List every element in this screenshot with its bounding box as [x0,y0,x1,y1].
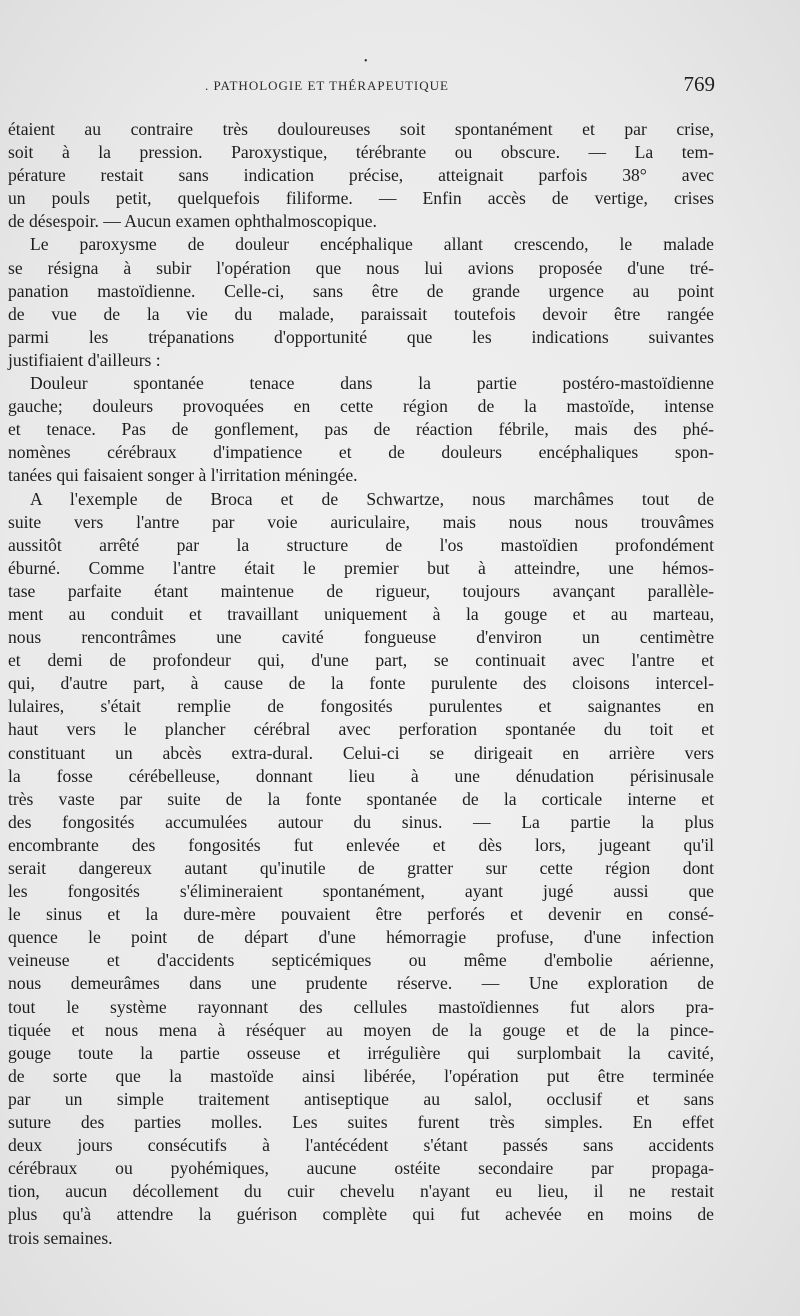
text-line: parmi les trépanations d'opportunité que les indications suivantes [8,326,714,347]
text-line: se résigna à subir l'opération que nous lui avions proposée d'une tré- [8,257,714,278]
text-line: gauche; douleurs provoquées en cette région de la mastoïde, intense [8,396,714,417]
text-line: justifiaient d'ailleurs : [8,349,161,370]
text-line: tout le système rayonnant des cellules mastoïdiennes fut alors pra- [8,996,714,1017]
text-line: qui, d'autre part, à cause de la fonte purulente des cloisons intercel- [8,673,714,694]
text-line: ment au conduit et travaillant uniquement à la gouge et au marteau, [8,603,714,624]
text-line: et demi de profondeur qui, d'une part, se continuait avec l'antre et [8,650,714,671]
text-line: de vue de la vie du malade, paraissait toutefois devoir être rangée [8,303,714,324]
text-line: aussitôt arrêté par la structure de l'os mastoïdien profondément [8,534,714,555]
text-line: de sorte que la mastoïde ainsi libérée, l'opération put être terminée [8,1065,714,1086]
text-line: haut vers le plancher cérébral avec perforation spontanée du toit et [8,719,714,740]
text-line: des fongosités accumulées autour du sinus. — La partie la plus [8,811,714,832]
text-line: la fosse cérébelleuse, donnant lieu à une dénudation périsinusale [8,765,714,786]
text-line: nomènes cérébraux d'impatience et de douleurs encéphaliques spon- [8,442,714,463]
text-line: pérature restait sans indication précise, atteignait parfois 38° avec [8,165,714,186]
text-line: cérébraux ou pyohémiques, aucune ostéite secondaire par propaga- [8,1158,714,1179]
text-line: panation mastoïdienne. Celle-ci, sans être de grande urgence au point [8,280,714,301]
text-line: très vaste par suite de la fonte spontanée de la corticale interne et [8,788,714,809]
text-line: tion, aucun décollement du cuir chevelu n'ayant eu lieu, il ne restait [8,1181,714,1202]
text-line: suite vers l'antre par voie auriculaire, mais nous nous trouvâmes [8,511,714,532]
text-line: tase parfaite étant maintenue de rigueur, toujours avançant parallèle- [8,580,714,601]
text-line: Le paroxysme de douleur encéphalique allant crescendo, le malade [30,234,714,255]
text-line: tanées qui faisaient songer à l'irritation méningée. [8,465,358,486]
text-line: serait dangereux autant qu'inutile de gratter sur cette région dont [8,858,714,878]
text-line: constituant un abcès extra-dural. Celui-ci se dirigeait en arrière vers [8,742,714,763]
running-title: . PATHOLOGIE ET THÉRAPEUTIQUE [205,78,449,93]
text-line: nous rencontrâmes une cavité fongueuse d'environ un centimètre [8,627,714,648]
text-line: étaient au contraire très douloureuses soit spontanément et par crise, [8,119,714,139]
header-ornament: • [364,56,368,67]
text-line: veineuse et d'accidents septicémiques ou même d'embolie aérienne, [8,950,714,971]
body-text [8,118,714,1250]
page-number: 769 [683,72,715,96]
text-line: lulaires, s'était remplie de fongosités purulentes et saignantes en [8,696,714,717]
text-line: trois semaines. [8,1227,113,1248]
text-line: plus qu'à attendre la guérison complète qui fut achevée en moins de [8,1204,714,1225]
text-line: les fongosités s'élimineraient spontanément, ayant jugé aussi que [8,881,714,902]
text-line: A l'exemple de Broca et de Schwartze, nous marchâmes tout de [30,488,714,509]
text-line: et tenace. Pas de gonflement, pas de réaction fébrile, mais des phé- [8,419,714,440]
text-line: soit à la pression. Paroxystique, térébrante ou obscure. — La tem- [8,142,714,163]
text-line: suture des parties molles. Les suites furent très simples. En effet [8,1112,714,1133]
text-line: de désespoir. — Aucun examen ophthalmoscopique. [8,211,377,232]
text-line: encombrante des fongosités fut enlevée et dès lors, jugeant qu'il [8,834,714,855]
text-line: le sinus et la dure-mère pouvaient être perforés et devenir en consé- [8,904,714,925]
text-line: tiquée et nous mena à réséquer au moyen de la gouge et de la pince- [8,1019,714,1040]
text-line: un pouls petit, quelquefois filiforme. — Enfin accès de vertige, crises [8,188,714,209]
page-header [205,72,715,102]
text-line: deux jours consécutifs à l'antécédent s'étant passés sans accidents [8,1135,714,1156]
text-line: nous demeurâmes dans une prudente réserve. — Une exploration de [8,973,714,994]
text-line: gouge toute la partie osseuse et irrégulière qui surplombait la cavité, [8,1042,714,1063]
text-line: quence le point de départ d'une hémorragie profuse, d'une infection [8,927,714,948]
text-line: éburné. Comme l'antre était le premier but à atteindre, une hémos- [8,557,714,578]
text-line: Douleur spontanée tenace dans la partie postéro-mastoïdienne [30,373,714,394]
text-line: par un simple traitement antiseptique au salol, occlusif et sans [8,1088,714,1109]
